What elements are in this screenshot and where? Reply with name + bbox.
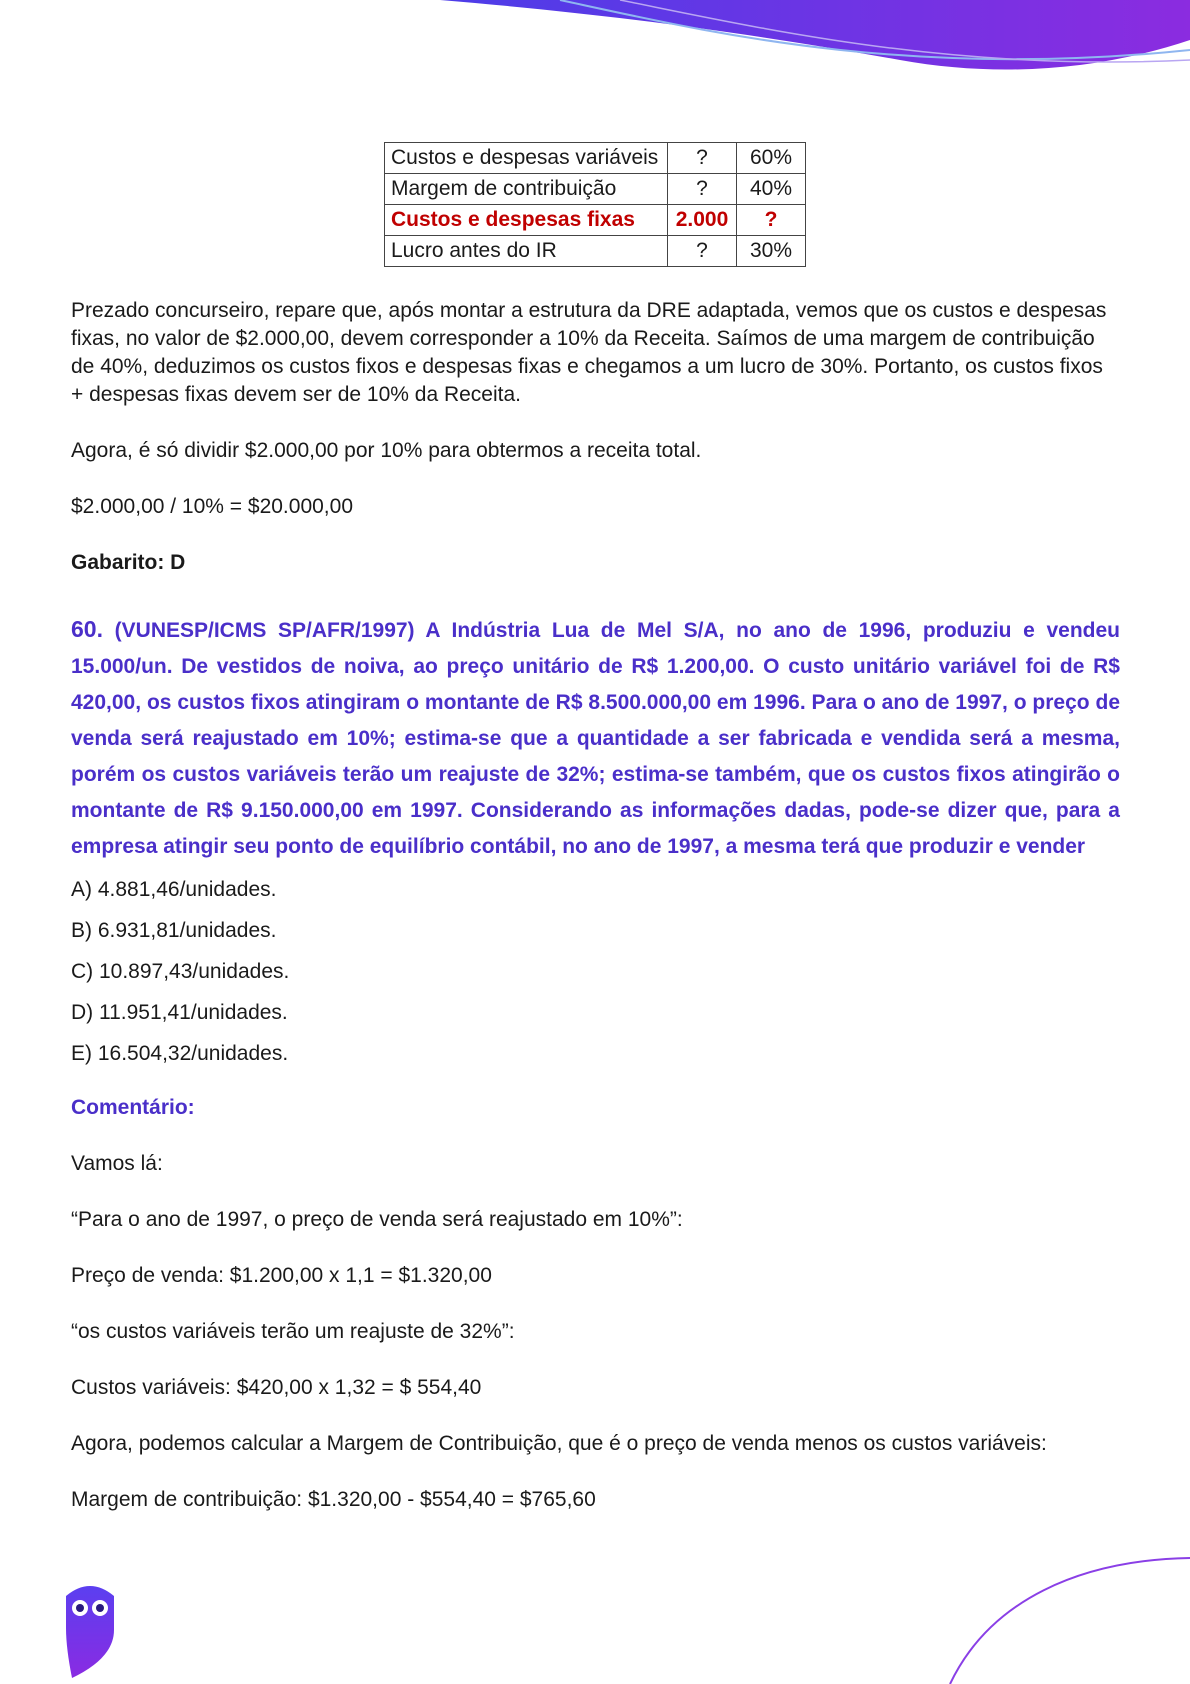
row-percent: 40%	[737, 174, 806, 205]
row-value: 2.000	[668, 205, 737, 236]
question-text: (VUNESP/ICMS SP/AFR/1997) A Indústria Lua de Mel S/A, no ano de 1996, produziu e vendeu 15.000/un. De vestidos de noiva, ao preço unitário de R$ 1.200,00. O custo unitário variável foi de R$ 420,00, os custos fixos atingiram o montante de R$ 8.500.000,00 em 1996. Para o ano de 1997, o preço de venda será reajustado em 10%; estima-se que a quantidade a ser fabricada e vendida será a mesma, porém os custos variáveis terão um reajuste de 32%; estima-se também, que os custos fixos atingirão o montante de R$ 9.150.000,00 em 1997. Considerando as informações dadas, pode-se dizer que, para a empresa atingir seu ponto de equilíbrio contábil, no ano de 1997, a mesma terá que produzir e vender	[71, 619, 1120, 858]
explanation-paragraph-2: Agora, é só dividir $2.000,00 por 10% para obtermos a receita total.	[71, 439, 702, 462]
explanation-paragraph: Prezado concurseiro, repare que, após montar a estrutura da DRE adaptada, vemos que os custos e despesas fixas, no valor de $2.000,00, devem corresponder a 10% da Receita. Saímos de uma margem de contribuição de 40%, deduzimos os custos fixos e despesas fixas e chegamos a um lucro de 30%. Portanto, os custos fixos + despesas fixas devem ser de 10% da Receita.	[71, 299, 1107, 406]
table-row	[385, 236, 806, 267]
row-percent: 60%	[737, 143, 806, 174]
row-percent: ?	[737, 205, 806, 236]
table-row	[385, 174, 806, 205]
formula: $2.000,00 / 10% = $20.000,00	[71, 495, 353, 518]
row-value: ?	[668, 174, 737, 205]
comment-quote-2: “os custos variáveis terão um reajuste de 32%”:	[71, 1320, 515, 1343]
row-percent: 30%	[737, 236, 806, 267]
row-label: Margem de contribuição	[385, 174, 668, 205]
row-label: Custos e despesas variáveis	[385, 143, 668, 174]
comment-calc-3: Margem de contribuição: $1.320,00 - $554,40 = $765,60	[71, 1488, 596, 1511]
row-label: Lucro antes do IR	[385, 236, 668, 267]
comment-title: Comentário:	[71, 1096, 195, 1119]
row-value: ?	[668, 143, 737, 174]
table-row-highlighted	[385, 205, 806, 236]
option-a: A) 4.881,46/unidades.	[71, 878, 277, 901]
question-statement	[71, 611, 1120, 865]
option-d: D) 11.951,41/unidades.	[71, 1001, 288, 1024]
comment-quote-1: “Para o ano de 1997, o preço de venda será reajustado em 10%”:	[71, 1208, 683, 1231]
comment-calc-2: Custos variáveis: $420,00 x 1,32 = $ 554,40	[71, 1376, 482, 1399]
row-label: Custos e despesas fixas	[385, 205, 668, 236]
option-e: E) 16.504,32/unidades.	[71, 1042, 289, 1065]
option-c: C) 10.897,43/unidades.	[71, 960, 290, 983]
owl-logo-icon	[62, 1578, 118, 1678]
dre-table	[384, 142, 806, 267]
page-content	[71, 142, 1120, 1514]
question-number: 60.	[71, 616, 103, 642]
footer-curve-decoration	[0, 1540, 1190, 1684]
header-wave-decoration	[0, 0, 1190, 110]
comment-calc-1: Preço de venda: $1.200,00 x 1,1 = $1.320,00	[71, 1264, 492, 1287]
row-value: ?	[668, 236, 737, 267]
comment-paragraph: Agora, podemos calcular a Margem de Contribuição, que é o preço de venda menos os custos variáveis:	[71, 1432, 1047, 1455]
option-b: B) 6.931,81/unidades.	[71, 919, 277, 942]
table-row	[385, 143, 806, 174]
answer-key: Gabarito: D	[71, 551, 186, 574]
answer-options	[71, 869, 1120, 1074]
comment-intro: Vamos lá:	[71, 1152, 163, 1175]
